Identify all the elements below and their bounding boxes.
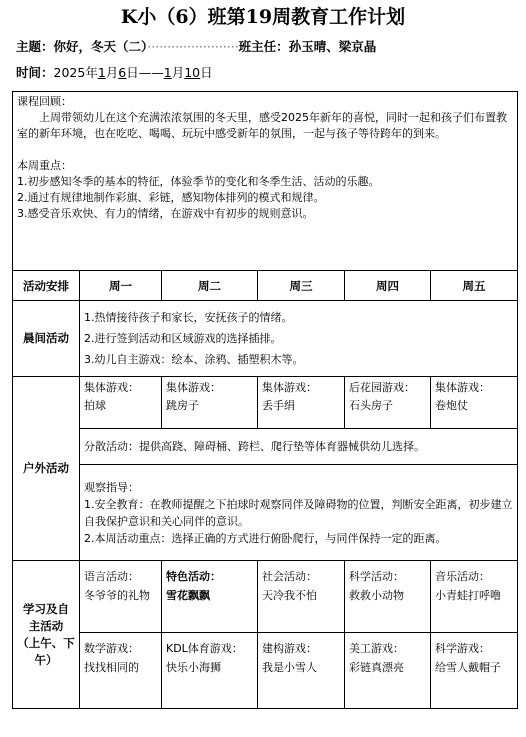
learn-title: 语言活动： (84, 570, 139, 583)
morning-cell (80, 301, 518, 377)
outdoor-obs-row (13, 465, 518, 561)
learn-title: 建构游戏： (262, 642, 317, 655)
time-label: 时间： (16, 65, 54, 80)
outdoor-game-tue (162, 377, 258, 429)
game-title: 集体游戏： (166, 381, 221, 394)
focus-item: 1.初步感知冬季的基本的特征，体验季节的变化和冬季生活、活动的乐趣。 (17, 175, 380, 188)
game-body: 拍球 (84, 399, 106, 412)
learning-label-line: （上午、下 (17, 635, 75, 650)
game-body: 丢手绢 (262, 399, 295, 412)
learning-row-2 (13, 633, 518, 709)
morning-item: 1.热情接待孩子和家长，安抚孩子的情绪。 (84, 311, 293, 324)
game-body: 石头房子 (349, 399, 393, 412)
time-end-day: 10 (184, 65, 201, 80)
outdoor-game-mon (80, 377, 162, 429)
game-title: 集体游戏： (84, 381, 139, 394)
learning-label-line: 学习及自 (23, 601, 69, 616)
learn-body: 雪花飘飘 (166, 589, 210, 602)
time-start-month: 1 (97, 65, 106, 80)
header-row (13, 271, 518, 301)
outdoor-game-fri (431, 377, 518, 429)
plan-table (12, 91, 518, 709)
game-title: 集体游戏： (435, 381, 490, 394)
learn-title: 社会活动： (262, 570, 317, 583)
focus-item: 3.感受音乐欢快、有力的情绪，在游戏中有初步的规则意识。 (17, 207, 314, 220)
header-activity: 活动安排 (13, 271, 80, 301)
header-day-mon: 周一 (80, 271, 162, 301)
learn-title: 数学游戏： (84, 642, 139, 655)
learn-title: KDL体育游戏： (166, 642, 243, 655)
learn-body: 冬爷爷的礼物 (84, 589, 150, 602)
learning-fri-1 (431, 561, 518, 633)
learn-body: 救救小动物 (349, 589, 404, 602)
learn-body: 快乐小海狮 (166, 661, 221, 674)
focus-label: 本周重点： (17, 159, 72, 172)
game-title: 集体游戏： (262, 381, 317, 394)
learn-title: 特色活动： (166, 570, 221, 583)
header-day-tue: 周二 (162, 271, 258, 301)
learning-thu-1 (345, 561, 431, 633)
header-day-thu: 周四 (345, 271, 431, 301)
learn-body: 我是小雪人 (262, 661, 317, 674)
scatter-text: 分散活动：提供高跷、障碍桶、跨栏、爬行垫等体育器械供幼儿选择。 (84, 439, 425, 453)
meta-theme-line (16, 38, 376, 56)
focus-item: 2.通过有规律地制作彩旗、彩链，感知物体排列的模式和规律。 (17, 191, 325, 204)
header-day-fri: 周五 (431, 271, 518, 301)
time-end-month-unit: 月 (171, 65, 185, 80)
game-body: 跳房子 (166, 399, 199, 412)
time-start-day-unit: 日—— (126, 65, 164, 80)
obs-item: 2.本周活动重点：选择正确的方式进行俯卧爬行，与同伴保持一定的距离。 (84, 531, 447, 545)
learning-mon-2 (80, 633, 162, 709)
learning-label-line: 主活动 (28, 618, 64, 633)
learning-thu-2 (345, 633, 431, 709)
learning-label (13, 561, 80, 709)
learn-body: 彩链真漂亮 (349, 661, 404, 674)
teacher-value: 孙玉晴、梁京晶 (288, 39, 377, 54)
outdoor-obs-cell (80, 465, 518, 561)
time-end-month: 1 (163, 65, 172, 80)
time-year: 2025年 (53, 65, 98, 80)
time-end-day-unit: 日 (200, 65, 213, 80)
time-start-month-unit: 月 (105, 65, 119, 80)
outdoor-scatter-row (13, 429, 518, 465)
outdoor-label: 户外活动 (13, 377, 80, 561)
learn-body: 给雪人戴帽子 (435, 661, 501, 674)
learn-body: 找找相同的 (84, 661, 139, 674)
teacher-label: 班主任： (238, 39, 289, 54)
outdoor-game-wed (258, 377, 345, 429)
theme-value: 你好，冬天（二） (53, 39, 148, 54)
time-start-day: 6 (118, 65, 127, 80)
obs-item: 1.安全教育：在教师提醒之下拍球时观察同伴及障碍物的位置，判断安全距离，初步建立自我保护意识和关心同伴的意识。 (84, 497, 513, 528)
learning-mon-1 (80, 561, 162, 633)
learning-fri-2 (431, 633, 518, 709)
morning-item: 2.进行签到活动和区域游戏的选择插排。 (84, 332, 282, 345)
learn-title: 科学游戏： (435, 642, 490, 655)
learning-row-1 (13, 561, 518, 633)
page-title: K小（6）班第19周教育工作计划 (120, 6, 406, 28)
outdoor-scatter-cell (80, 429, 518, 465)
review-text: 上周带领幼儿在这个充满浓浓氛围的冬天里，感受2025年新年的喜悦，同时一起和孩子们布置教室的新年环境，也在吃吃、喝喝、玩玩中感受新年的氛围，一起与孩子等待跨年的到来。 (17, 111, 507, 140)
learn-title: 美工游戏： (349, 642, 404, 655)
morning-row (13, 301, 518, 377)
learning-wed-2 (258, 633, 345, 709)
morning-item: 3.幼儿自主游戏：绘本、涂鸦、插塑积木等。 (84, 353, 304, 366)
game-title: 后花园游戏： (349, 381, 415, 394)
learning-tue-2 (162, 633, 258, 709)
learn-title: 科学活动： (349, 570, 404, 583)
meta-time-line (16, 64, 213, 82)
game-body: 卷炮仗 (435, 399, 468, 412)
morning-label: 晨间活动 (13, 301, 80, 377)
learn-title: 音乐活动： (435, 570, 490, 583)
learn-body: 小青蛙打呼噜 (435, 589, 501, 602)
outdoor-game-thu (345, 377, 431, 429)
outdoor-games-row (13, 377, 518, 429)
learning-wed-1 (258, 561, 345, 633)
learning-tue-1 (162, 561, 258, 633)
dotted-leader: ······················· (147, 39, 239, 54)
theme-label: 主题： (16, 39, 54, 54)
review-label: 课程回顾： (17, 95, 72, 108)
intro-cell (13, 92, 518, 271)
obs-title: 观察指导： (84, 480, 139, 494)
learning-label-line: 午） (34, 652, 58, 667)
header-day-wed: 周三 (258, 271, 345, 301)
learn-body: 天冷我不怕 (262, 589, 317, 602)
intro-row (13, 92, 518, 271)
